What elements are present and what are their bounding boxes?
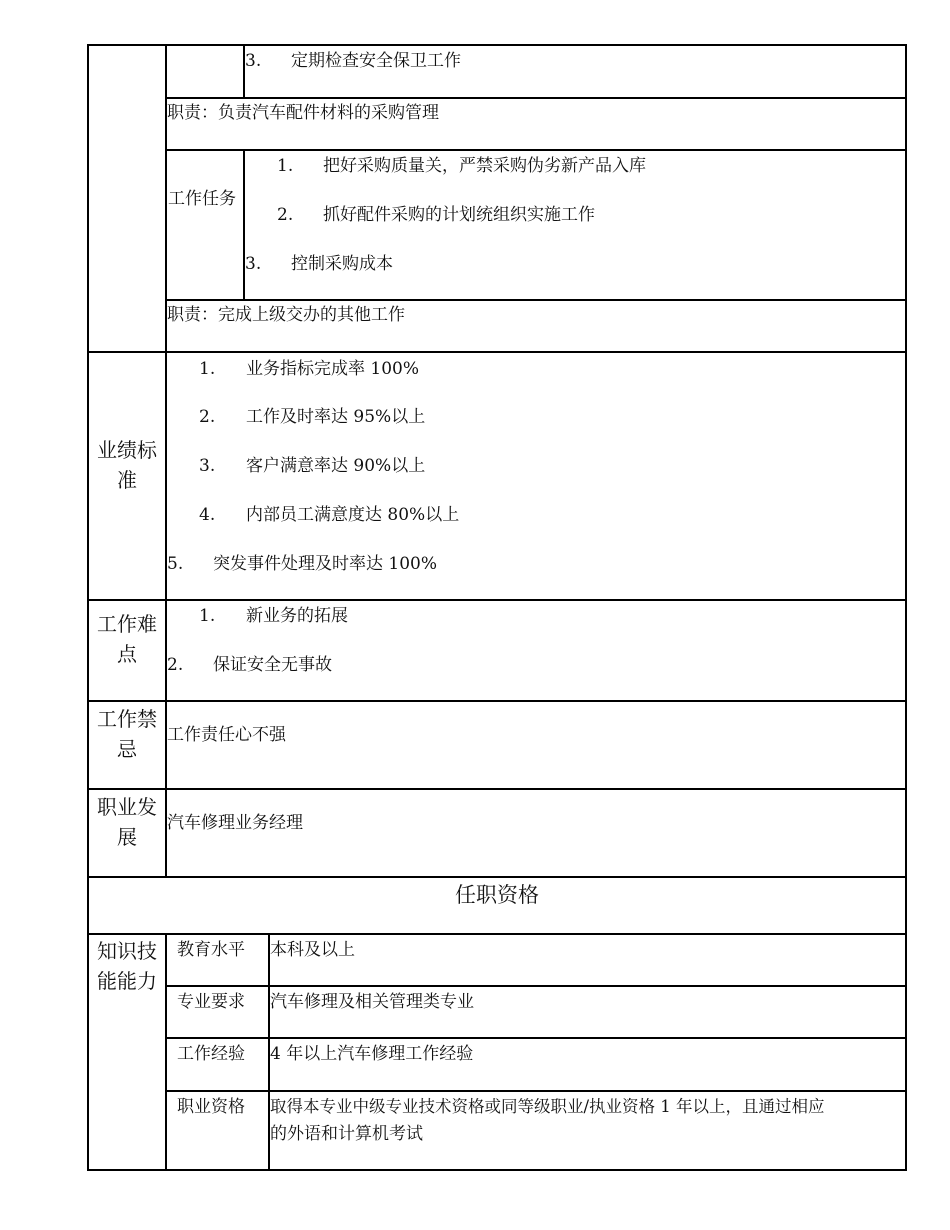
list-number: 3. [245, 51, 262, 71]
qual-row-divider [165, 1037, 907, 1039]
qual-row-divider [165, 985, 907, 987]
qual-value: 4 年以上汽车修理工作经验 [270, 1044, 474, 1064]
qual-value: 取得本专业中级专业技术资格或同等级职业/执业资格 1 年以上，且通过相应 [270, 1097, 825, 1116]
list-item: 业务指标完成率 100% [246, 359, 420, 379]
list-item: 定期检查安全保卫工作 [291, 51, 461, 71]
duty-text: 职责：负责汽车配件材料的采购管理 [167, 103, 439, 123]
career-label: 职业发展 [97, 795, 157, 849]
qual-label-divider [165, 933, 167, 1171]
section-divider [87, 700, 907, 702]
section-divider [87, 788, 907, 790]
taboo-text: 工作责任心不强 [167, 725, 286, 745]
row-divider [165, 299, 907, 301]
qual-value-continued: 的外语和计算机考试 [270, 1124, 423, 1144]
row-divider [165, 97, 907, 99]
qualification-label: 知识技能能力 [97, 939, 157, 993]
label-column-divider [165, 44, 167, 878]
list-item: 内部员工满意度达 80%以上 [246, 505, 460, 525]
qual-key: 教育水平 [177, 940, 245, 960]
table-top-border [87, 44, 907, 46]
career-text: 汽车修理业务经理 [167, 813, 303, 833]
task-label: 工作任务 [168, 189, 236, 209]
list-number: 2. [277, 205, 294, 225]
taboo-label: 工作禁忌 [97, 707, 157, 761]
qual-key: 职业资格 [177, 1097, 245, 1117]
qual-value: 汽车修理及相关管理类专业 [270, 992, 474, 1012]
section-divider [87, 351, 907, 353]
sub-column-divider-2 [243, 150, 245, 300]
qualification-title: 任职资格 [455, 883, 539, 907]
duty-text: 职责：完成上级交办的其他工作 [167, 305, 405, 325]
list-item: 抓好配件采购的计划统组织实施工作 [323, 205, 595, 225]
difficulty-label: 工作难点 [97, 612, 157, 666]
list-number: 1. [199, 359, 216, 379]
qual-key: 专业要求 [177, 992, 245, 1012]
section-divider [87, 599, 907, 601]
section-divider [87, 933, 907, 935]
list-item: 控制采购成本 [291, 254, 393, 274]
list-number: 1. [277, 156, 294, 176]
list-item: 新业务的拓展 [246, 606, 348, 626]
table-right-border [905, 44, 907, 1171]
list-number: 2. [167, 655, 184, 675]
table-left-border [87, 44, 89, 1171]
list-number: 3. [245, 254, 262, 274]
qual-value: 本科及以上 [270, 940, 355, 960]
row-divider [165, 149, 907, 151]
table-bottom-border [87, 1169, 907, 1171]
list-item: 突发事件处理及时率达 100% [213, 554, 438, 574]
qual-key: 工作经验 [177, 1044, 245, 1064]
section-divider [87, 876, 907, 878]
qual-row-divider [165, 1090, 907, 1092]
list-number: 4. [199, 505, 216, 525]
list-item: 保证安全无事故 [213, 655, 332, 675]
list-number: 1. [199, 606, 216, 626]
list-number: 3. [199, 456, 216, 476]
list-item: 把好采购质量关，严禁采购伪劣新产品入库 [323, 156, 646, 176]
list-item: 客户满意率达 90%以上 [246, 456, 426, 476]
list-number: 2. [199, 407, 216, 427]
list-number: 5. [167, 554, 184, 574]
performance-label: 业绩标准 [97, 438, 157, 492]
list-item: 工作及时率达 95%以上 [246, 407, 426, 427]
